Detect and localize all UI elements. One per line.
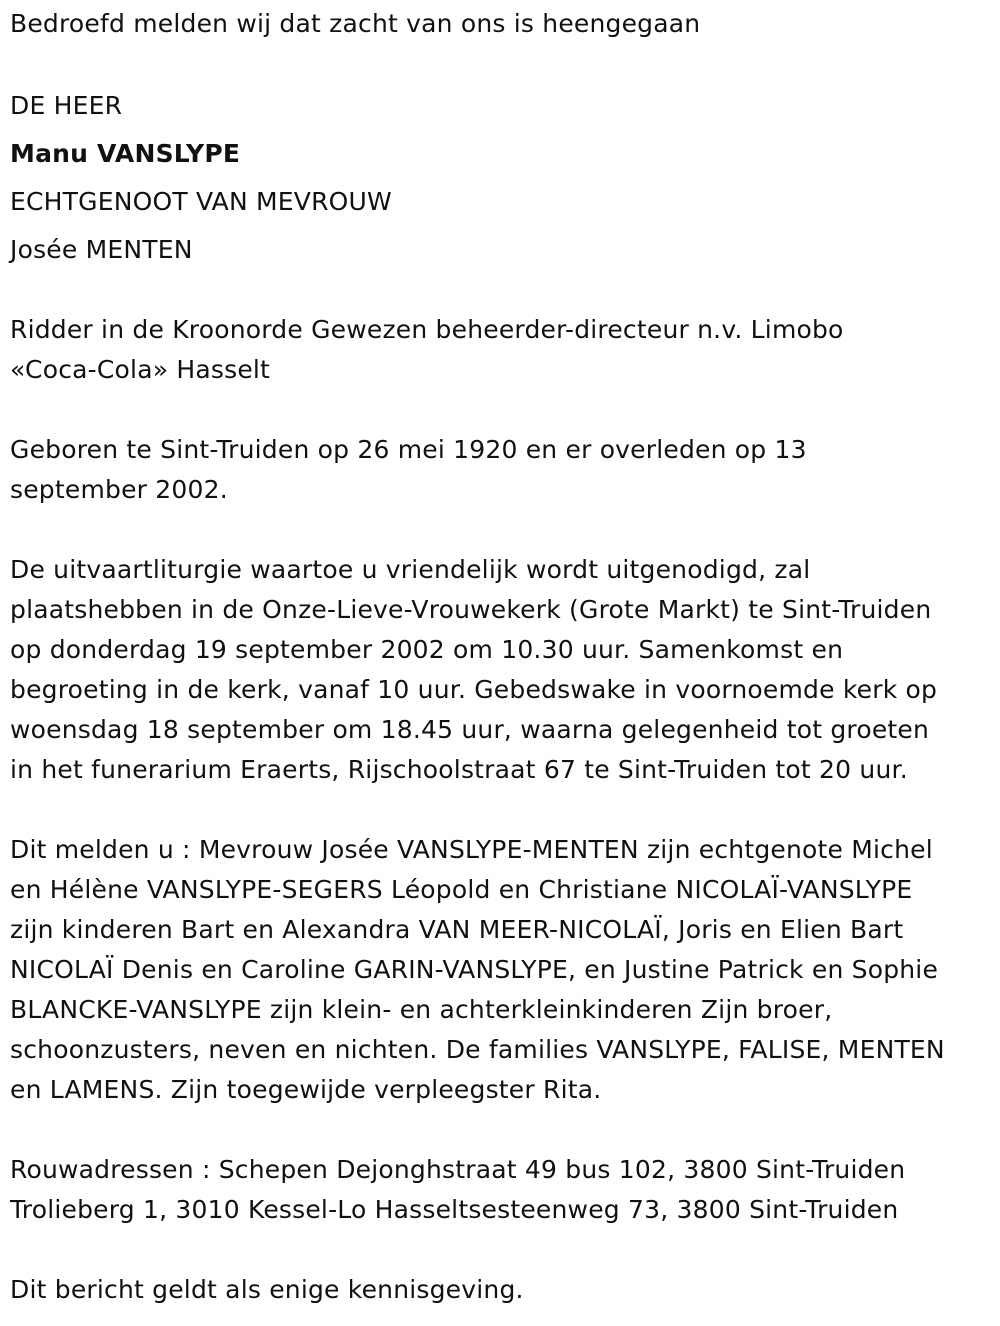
- honorific-title: DE HEER: [10, 91, 123, 120]
- honors-line: «Coca-Cola» Hasselt: [10, 355, 271, 384]
- intro-text: Bedroefd melden wij dat zacht van ons is heengegaan: [10, 9, 701, 38]
- address-line: Trolieberg 1, 3010 Kessel-Lo Hasseltsesteenweg 73, 3800 Sint-Truiden: [10, 1195, 899, 1224]
- family-line: schoonzusters, neven en nichten. De families VANSLYPE, FALISE, MENTEN: [10, 1035, 945, 1064]
- birth-death-line: september 2002.: [10, 475, 228, 504]
- funeral-line: begroeting in de kerk, vanaf 10 uur. Gebedswake in voornoemde kerk op: [10, 675, 938, 704]
- family-line: en Hélène VANSLYPE-SEGERS Léopold en Christiane NICOLAÏ-VANSLYPE: [10, 875, 913, 904]
- spouse-name: Josée MENTEN: [10, 235, 193, 264]
- family-line: BLANCKE-VANSLYPE zijn klein- en achterkleinkinderen Zijn broer,: [10, 995, 833, 1024]
- funeral-line: plaatshebben in de Onze-Lieve-Vrouwekerk (Grote Markt) te Sint-Truiden: [10, 595, 932, 624]
- address-line: Rouwadressen : Schepen Dejonghstraat 49 bus 102, 3800 Sint-Truiden: [10, 1155, 906, 1184]
- family-line: Dit melden u : Mevrouw Josée VANSLYPE-MENTEN zijn echtgenote Michel: [10, 835, 933, 864]
- spouse-label: ECHTGENOOT VAN MEVROUW: [10, 187, 392, 216]
- family-line: en LAMENS. Zijn toegewijde verpleegster Rita.: [10, 1075, 602, 1104]
- funeral-line: woensdag 18 september om 18.45 uur, waarna gelegenheid tot groeten: [10, 715, 930, 744]
- family-line: NICOLAÏ Denis en Caroline GARIN-VANSLYPE, en Justine Patrick en Sophie: [10, 955, 939, 984]
- deceased-name: Manu VANSLYPE: [10, 139, 241, 168]
- closing-text: Dit bericht geldt als enige kennisgeving.: [10, 1275, 524, 1304]
- honors-line: Ridder in de Kroonorde Gewezen beheerder-directeur n.v. Limobo: [10, 315, 844, 344]
- birth-death-line: Geboren te Sint-Truiden op 26 mei 1920 en er overleden op 13: [10, 435, 807, 464]
- family-line: zijn kinderen Bart en Alexandra VAN MEER-NICOLAÏ, Joris en Elien Bart: [10, 915, 904, 944]
- funeral-line: De uitvaartliturgie waartoe u vriendelijk wordt uitgenodigd, zal: [10, 555, 811, 584]
- funeral-line: op donderdag 19 september 2002 om 10.30 uur. Samenkomst en: [10, 635, 844, 664]
- funeral-line: in het funerarium Eraerts, Rijschoolstraat 67 te Sint-Truiden tot 20 uur.: [10, 755, 908, 784]
